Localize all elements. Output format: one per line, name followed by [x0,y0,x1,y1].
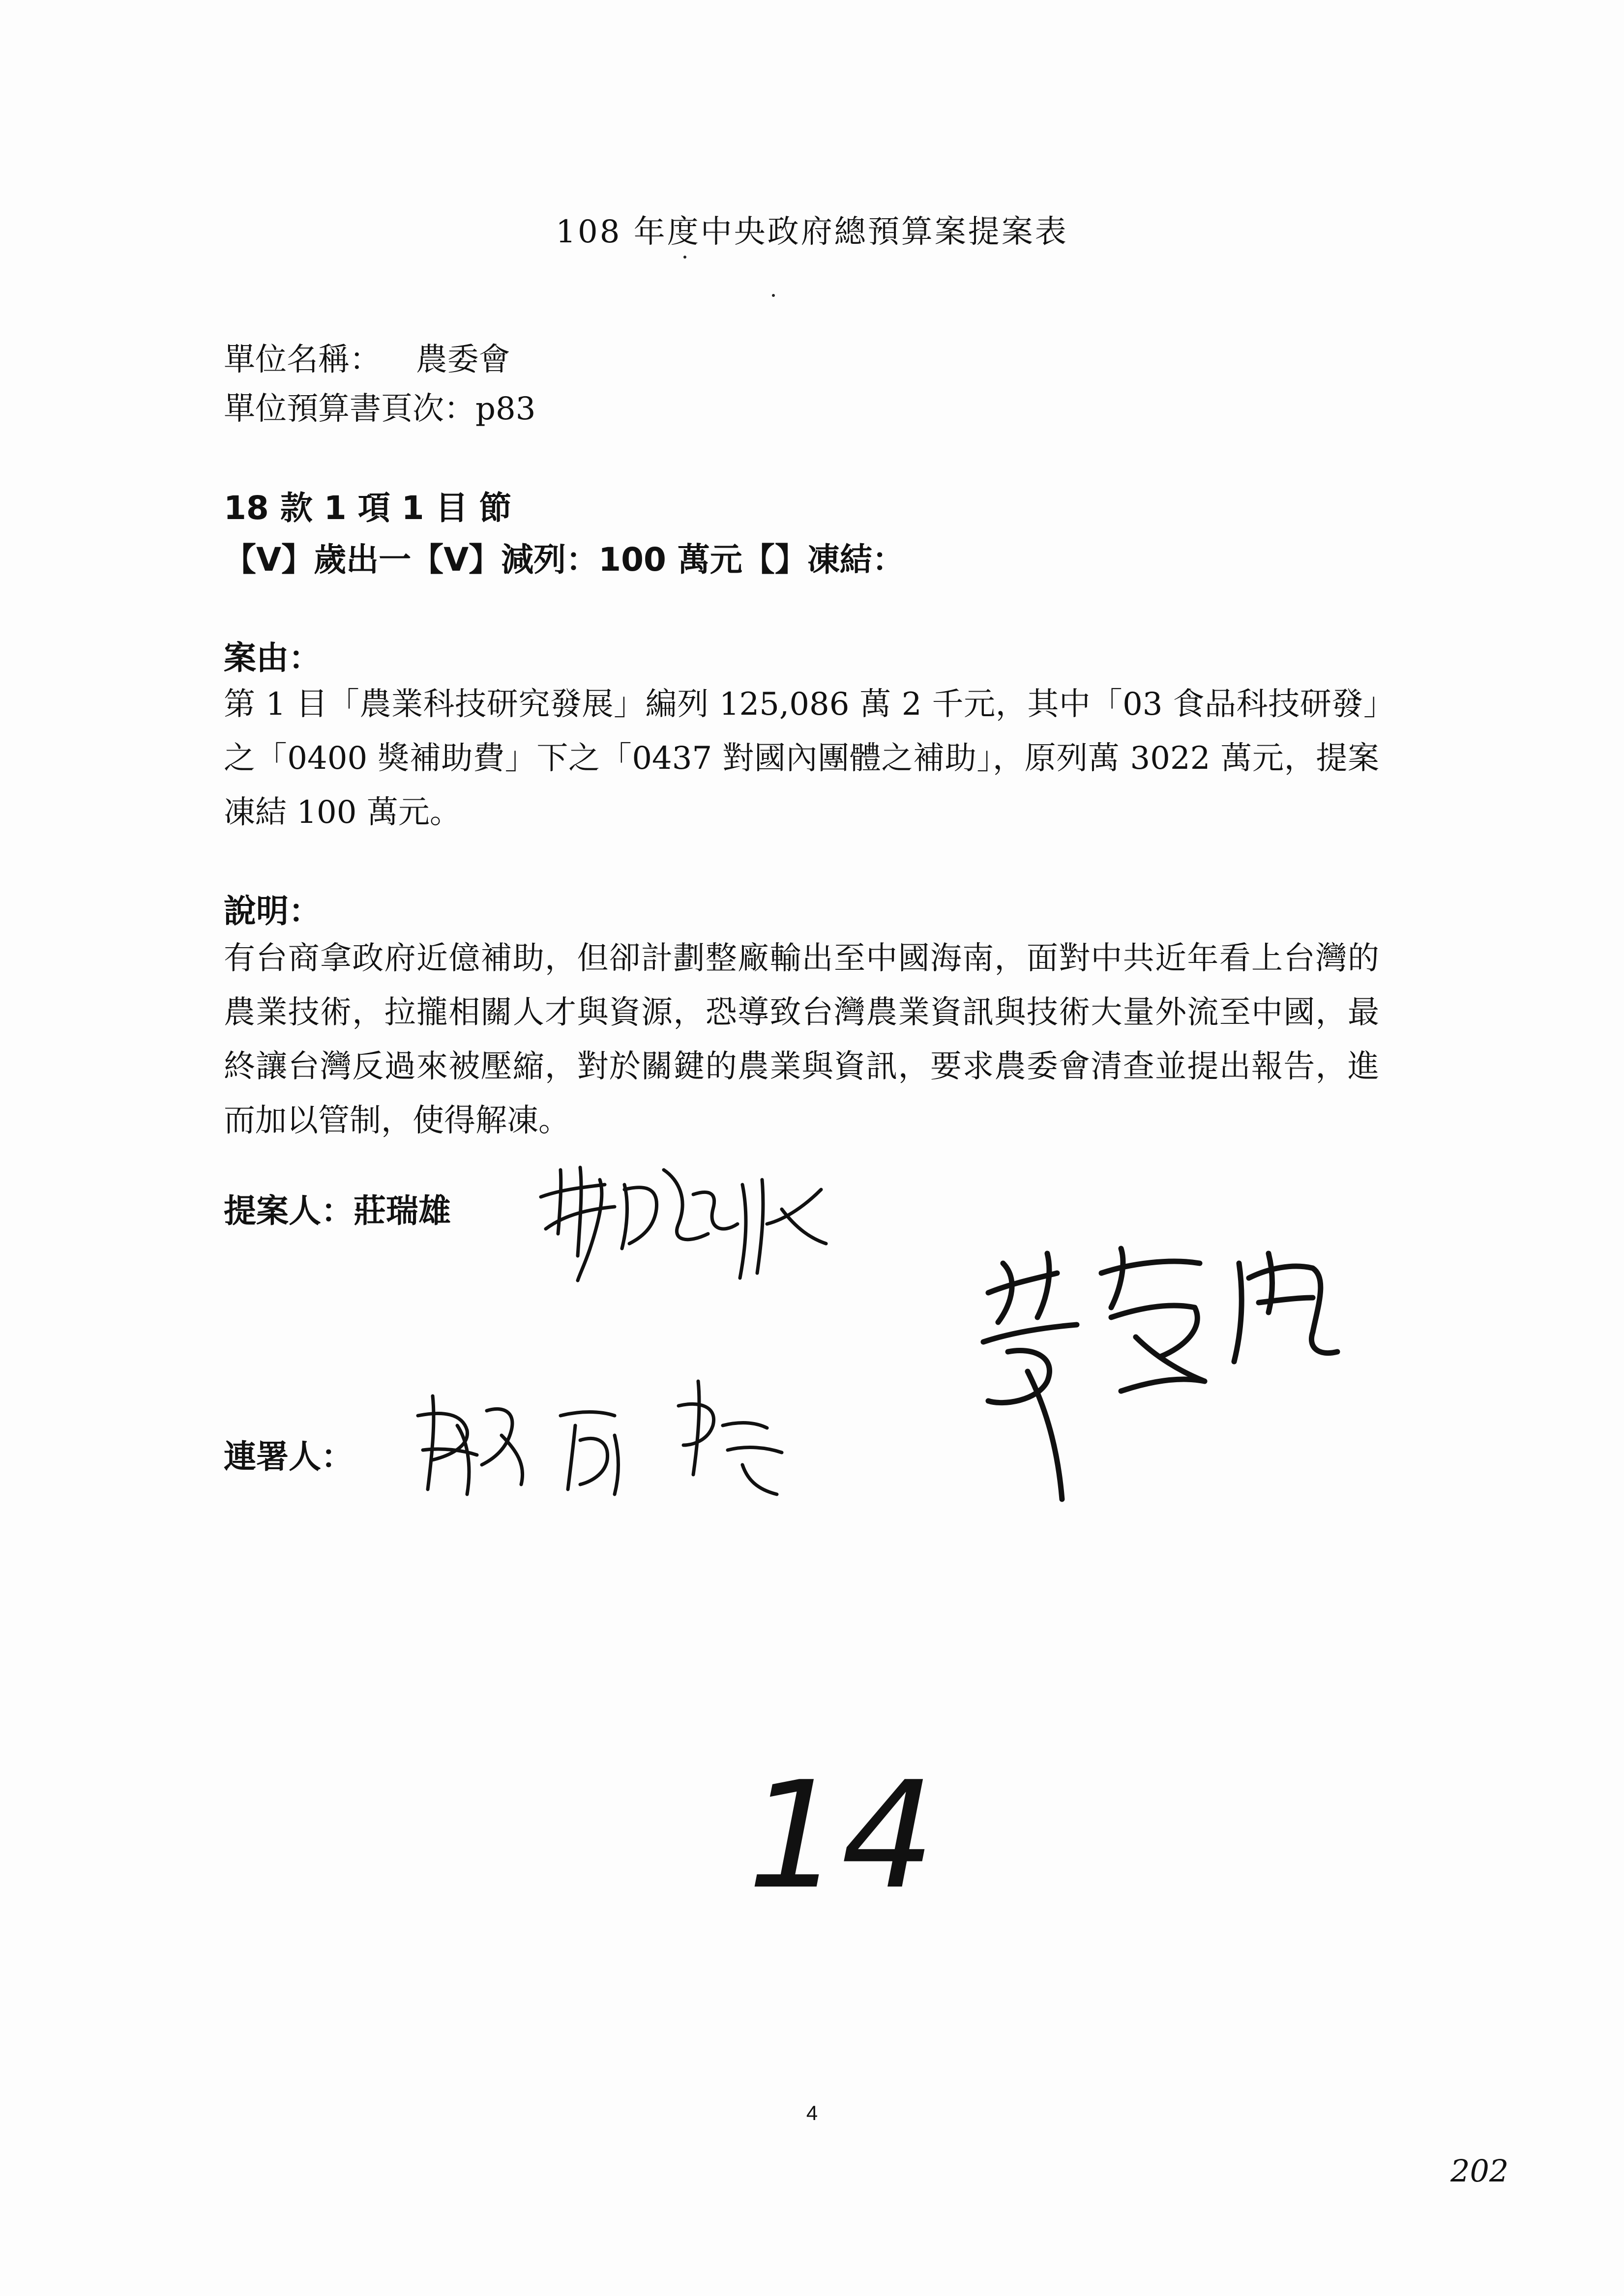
unit-name-label: 單位名稱： [224,342,381,378]
cosigner-signature [403,1366,806,1514]
explain-text: 有台商拿政府近億補助，但卻計劃整廠輸出至中國海南，面對中共近年看上台灣的農業技術，拉攏相關人才與資源，恐導致台灣農業資訊與技術大量外流至中國，最終讓台灣反過來被壓縮，對於關鍵的農業與資訊，要求農委會清查並提出報告，進而加以管制，使得解凍。 [224,940,1379,1139]
corner-handwritten-number: 202 [1450,2153,1509,2189]
unit-page-label: 單位預算書頁次： [224,391,475,427]
scan-speck [772,294,775,297]
cosigner-label: 連署人： [224,1438,354,1476]
proposer-label: 提案人： [224,1192,354,1230]
proposer-name: 莊瑞雄 [354,1192,451,1230]
unit-name-row [224,334,510,379]
unit-name-value: 農委會 [415,342,510,378]
budget-action-line: 【V】歲出一【V】減列：100 萬元【】凍結： [224,541,905,579]
unit-page-value: p83 [475,391,536,427]
proposer-row [224,1185,451,1231]
proposer-signature [531,1150,846,1298]
budget-item-line: 18 款 1 項 1 目 節 [224,489,512,527]
cosigner-signature-large [974,1234,1357,1509]
unit-page-row [224,383,535,429]
cosigner-row [224,1430,354,1477]
document-title: 108 年度中央政府總預算案提案表 [556,214,1068,250]
scan-speck [683,256,686,259]
handwritten-number: 14 [747,1750,935,1921]
explain-heading: 說明： [224,892,321,930]
reason-heading: 案由： [224,639,321,677]
page-number: 4 [806,2101,818,2124]
reason-text: 第 1 目「農業科技研究發展」編列 125,086 萬 2 千元，其中「03 食品科技研發」之「0400 獎補助費」下之「0437 對國內團體之補助」，原列萬 3022 萬元，提案凍結 100 萬元。 [224,686,1379,831]
